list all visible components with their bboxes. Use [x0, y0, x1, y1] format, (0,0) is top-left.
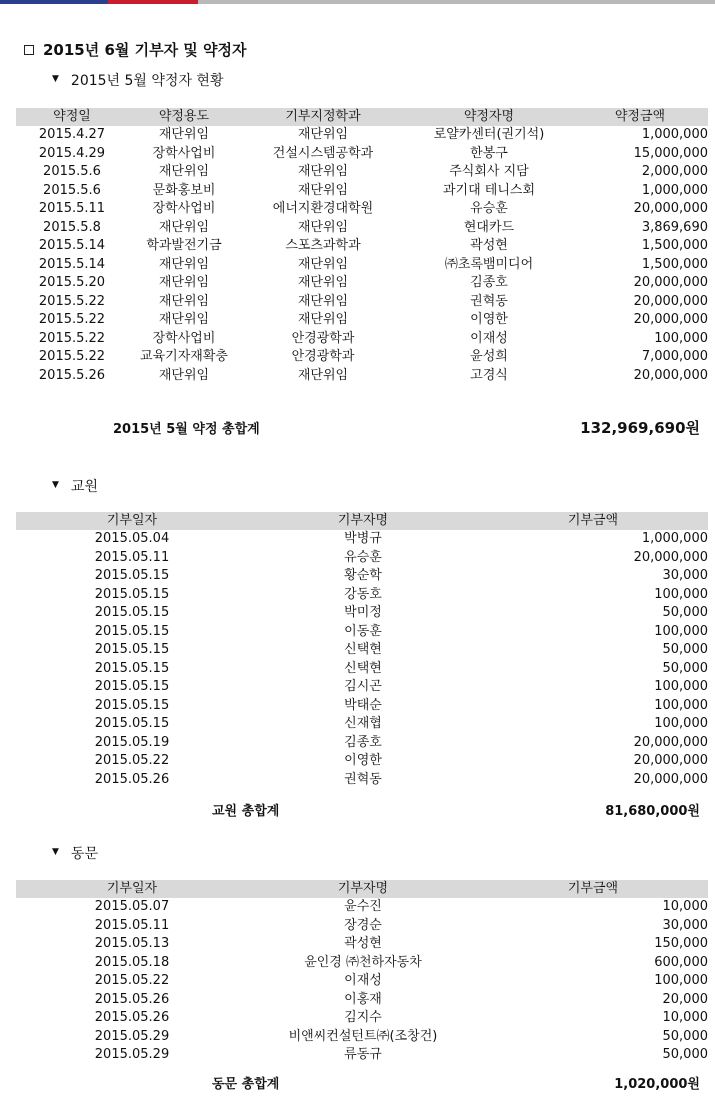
page-title-text: 2015년 6월 기부자 및 약정자	[43, 41, 247, 59]
pledge-table	[16, 108, 708, 385]
table-cell: 2015.05.26	[94, 1010, 170, 1025]
alumni-heading-text: 동문	[70, 846, 98, 862]
column-header: 약정자명	[406, 108, 572, 126]
table-cell: 고경식	[470, 367, 508, 383]
table-cell: 2015.5.8	[43, 219, 101, 235]
table-row	[16, 586, 708, 605]
table-cell: 강동호	[344, 586, 382, 602]
column-header: 기부지정학과	[240, 108, 406, 126]
table-cell: 20,000,000	[633, 734, 708, 750]
table-cell: 2015.5.20	[38, 275, 106, 290]
table-row	[16, 126, 708, 145]
table-cell: 2015.5.22	[38, 312, 106, 327]
table-cell: 7,000,000	[641, 349, 708, 364]
table-cell: 2015.5.6	[43, 164, 101, 179]
table-row	[16, 219, 708, 238]
faculty-table	[16, 512, 708, 789]
table-cell: 2015.05.15	[94, 642, 170, 657]
table-cell: 2015.5.22	[38, 330, 106, 346]
table-cell: 1,000,000	[641, 127, 708, 142]
table-cell: 30,000	[662, 568, 708, 583]
table-cell: 과기대 테니스회	[442, 182, 536, 198]
triangle-bullet-icon: ▼	[52, 847, 59, 857]
table-cell: 20,000,000	[633, 201, 708, 216]
table-cell: 2,000,000	[641, 164, 708, 179]
table-cell: 10,000	[662, 899, 708, 914]
table-row	[16, 367, 708, 386]
table-cell: 100,000	[654, 679, 708, 694]
table-row	[16, 898, 708, 917]
table-cell: 현대카드	[463, 219, 515, 235]
table-cell: 재단위임	[297, 256, 349, 272]
table-cell: 30,000	[662, 917, 708, 933]
alumni-table	[16, 880, 708, 1065]
table-row	[16, 1046, 708, 1065]
pledge-table-header	[16, 108, 708, 126]
table-row	[16, 917, 708, 936]
table-cell: 류동규	[344, 1047, 382, 1062]
table-cell: 20,000,000	[633, 293, 708, 309]
table-cell: 20,000,000	[633, 771, 708, 787]
table-cell: 재단위임	[297, 219, 349, 235]
table-row	[16, 237, 708, 256]
column-header: 기부일자	[16, 512, 248, 530]
table-row	[16, 771, 708, 790]
table-cell: 2015.5.14	[38, 256, 106, 272]
square-bullet-icon	[24, 45, 34, 55]
table-cell: 윤수진	[344, 899, 382, 914]
table-cell: 이영한	[470, 312, 508, 327]
table-row	[16, 549, 708, 568]
table-cell: 50,000	[662, 642, 708, 657]
table-cell: 박병규	[344, 531, 382, 546]
pledge-total-value: 132,969,690원	[580, 419, 700, 437]
table-cell: 한봉구	[470, 145, 508, 161]
table-cell: 권혁동	[470, 293, 508, 309]
alumni-total-label: 동문 총합계	[212, 1077, 280, 1092]
top-bar-blue	[0, 0, 108, 4]
table-cell: 윤인경 ㈜천하자동차	[304, 954, 422, 970]
table-cell: 50,000	[662, 605, 708, 620]
table-cell: 2015.05.15	[94, 660, 170, 676]
table-cell: 장학사업비	[152, 145, 216, 161]
table-cell: 2015.05.15	[94, 605, 170, 620]
column-header: 기부자명	[248, 512, 478, 530]
table-cell: 재단위임	[158, 127, 210, 142]
alumni-section-heading	[52, 843, 98, 863]
table-cell: 2015.4.27	[38, 127, 106, 142]
table-cell: 3,869,690	[641, 219, 708, 235]
table-cell: 2015.05.11	[94, 549, 170, 565]
table-row	[16, 660, 708, 679]
table-cell: 재단위임	[297, 182, 349, 198]
pledge-total-label: 2015년 5월 약정 총합계	[113, 422, 260, 437]
table-cell: 2015.5.26	[38, 367, 106, 383]
table-cell: 1,500,000	[641, 238, 708, 253]
table-cell: 2015.05.22	[94, 753, 170, 768]
table-cell: 2015.05.15	[94, 586, 170, 602]
alumni-table-body	[16, 898, 708, 1065]
table-cell: 2015.05.15	[94, 697, 170, 713]
table-cell: 유승훈	[470, 201, 508, 216]
table-cell: 신택현	[344, 642, 382, 657]
table-cell: 2015.4.29	[38, 145, 106, 161]
table-row	[16, 641, 708, 660]
table-cell: 100,000	[654, 716, 708, 731]
table-cell: 20,000	[662, 991, 708, 1007]
table-cell: 재단위임	[297, 164, 349, 179]
table-cell: 김지수	[344, 1010, 382, 1025]
triangle-bullet-icon: ▼	[52, 480, 59, 490]
table-row	[16, 678, 708, 697]
table-cell: 50,000	[662, 660, 708, 676]
faculty-table-body	[16, 530, 708, 789]
table-cell: 교육기자재확충	[140, 349, 228, 364]
table-cell: 곽성현	[344, 936, 382, 951]
table-cell: 2015.05.26	[94, 991, 170, 1007]
table-row	[16, 163, 708, 182]
table-cell: 박미정	[344, 605, 382, 620]
column-header: 기부금액	[478, 880, 708, 898]
table-cell: 김시곤	[344, 679, 382, 694]
table-row	[16, 530, 708, 549]
table-cell: 신재협	[344, 716, 382, 731]
table-cell: 주식회사 지담	[449, 164, 529, 179]
table-row	[16, 182, 708, 201]
table-cell: 100,000	[654, 330, 708, 346]
table-cell: 2015.5.22	[38, 293, 106, 309]
table-cell: 재단위임	[297, 127, 349, 142]
table-cell: 2015.5.22	[38, 349, 106, 364]
table-cell: 황순학	[344, 568, 382, 583]
table-cell: 1,000,000	[641, 182, 708, 198]
table-cell: 100,000	[654, 586, 708, 602]
table-cell: 장경순	[344, 917, 382, 933]
table-cell: ㈜초록뱀미디어	[444, 256, 534, 272]
column-header: 기부금액	[478, 512, 708, 530]
table-cell: 2015.05.19	[94, 734, 170, 750]
table-cell: 이영한	[344, 753, 382, 768]
top-bar-red	[108, 0, 198, 4]
table-row	[16, 311, 708, 330]
table-cell: 장학사업비	[152, 330, 216, 346]
table-cell: 이홍재	[344, 991, 382, 1007]
table-cell: 2015.05.18	[94, 954, 170, 970]
table-cell: 100,000	[654, 697, 708, 713]
table-cell: 신택현	[344, 660, 382, 676]
table-row	[16, 348, 708, 367]
table-row	[16, 604, 708, 623]
table-cell: 15,000,000	[633, 145, 708, 161]
table-cell: 2015.05.29	[94, 1028, 170, 1044]
column-header: 약정금액	[572, 108, 708, 126]
faculty-section-heading	[52, 476, 98, 496]
table-cell: 2015.05.15	[94, 623, 170, 639]
table-row	[16, 330, 708, 349]
table-cell: 2015.05.15	[94, 716, 170, 731]
table-row	[16, 200, 708, 219]
table-cell: 권혁동	[344, 771, 382, 787]
alumni-table-header	[16, 880, 708, 898]
table-cell: 150,000	[654, 936, 708, 951]
table-cell: 20,000,000	[633, 367, 708, 383]
table-cell: 이재성	[344, 973, 382, 988]
table-row	[16, 972, 708, 991]
table-cell: 재단위임	[297, 293, 349, 309]
table-row	[16, 567, 708, 586]
table-cell: 문화홍보비	[152, 182, 216, 198]
table-cell: 20,000,000	[633, 753, 708, 768]
table-row	[16, 734, 708, 753]
table-row	[16, 274, 708, 293]
table-cell: 1,500,000	[641, 256, 708, 272]
table-cell: 김종호	[344, 734, 382, 750]
table-cell: 600,000	[654, 954, 708, 970]
table-cell: 윤성희	[470, 349, 508, 364]
table-row	[16, 623, 708, 642]
table-cell: 안경광학과	[291, 349, 355, 364]
table-cell: 2015.5.14	[38, 238, 106, 253]
table-cell: 학과발전기금	[146, 238, 222, 253]
table-cell: 1,000,000	[641, 531, 708, 546]
table-cell: 2015.5.6	[43, 182, 101, 198]
table-cell: 2015.5.11	[38, 201, 106, 216]
table-row	[16, 1009, 708, 1028]
table-cell: 재단위임	[297, 312, 349, 327]
table-cell: 이동훈	[344, 623, 382, 639]
table-cell: 20,000,000	[633, 275, 708, 290]
pledge-section-heading	[52, 70, 223, 90]
pledge-table-body	[16, 126, 708, 385]
table-cell: 재단위임	[158, 293, 210, 309]
triangle-bullet-icon: ▼	[52, 74, 59, 84]
faculty-total-label: 교원 총합계	[212, 804, 280, 819]
table-cell: 유승훈	[344, 549, 382, 565]
table-cell: 재단위임	[297, 367, 349, 383]
table-cell: 비앤씨컨설턴트㈜(조창건)	[288, 1028, 438, 1044]
table-cell: 건설시스템공학과	[272, 145, 374, 161]
table-cell: 재단위임	[158, 312, 210, 327]
table-cell: 2015.05.11	[94, 917, 170, 933]
table-cell: 20,000,000	[633, 312, 708, 327]
table-cell: 재단위임	[158, 164, 210, 179]
table-cell: 10,000	[662, 1010, 708, 1025]
table-cell: 김종호	[470, 275, 508, 290]
faculty-table-header	[16, 512, 708, 530]
table-cell: 100,000	[654, 623, 708, 639]
table-row	[16, 935, 708, 954]
table-row	[16, 145, 708, 164]
table-cell: 재단위임	[158, 275, 210, 290]
table-cell: 이재성	[470, 330, 508, 346]
table-cell: 재단위임	[158, 256, 210, 272]
faculty-total-value: 81,680,000원	[605, 804, 700, 819]
table-cell: 안경광학과	[291, 330, 355, 346]
table-cell: 2015.05.26	[94, 771, 170, 787]
table-row	[16, 752, 708, 771]
table-cell: 재단위임	[158, 367, 210, 383]
table-row	[16, 256, 708, 275]
pledge-heading-text: 2015년 5월 약정자 현황	[70, 73, 224, 89]
table-cell: 20,000,000	[633, 549, 708, 565]
table-row	[16, 697, 708, 716]
table-cell: 2015.05.29	[94, 1047, 170, 1062]
faculty-heading-text: 교원	[70, 479, 98, 495]
table-cell: 2015.05.22	[94, 973, 170, 988]
table-cell: 2015.05.13	[94, 936, 170, 951]
table-cell: 50,000	[662, 1028, 708, 1044]
table-cell: 2015.05.15	[94, 568, 170, 583]
top-bar-gray	[198, 0, 715, 4]
column-header: 기부자명	[248, 880, 478, 898]
table-row	[16, 293, 708, 312]
table-cell: 2015.05.15	[94, 679, 170, 694]
table-cell: 2015.05.04	[94, 531, 170, 546]
table-cell: 박태순	[344, 697, 382, 713]
column-header: 약정용도	[128, 108, 240, 126]
table-cell: 2015.05.07	[94, 899, 170, 914]
table-cell: 장학사업비	[152, 201, 216, 216]
table-row	[16, 715, 708, 734]
table-cell: 스포츠과학과	[285, 238, 361, 253]
alumni-total-value: 1,020,000원	[614, 1077, 700, 1092]
table-cell: 로얄카센터(권기석)	[433, 127, 545, 142]
table-cell: 50,000	[662, 1047, 708, 1062]
table-row	[16, 1028, 708, 1047]
table-cell: 에너지환경대학원	[272, 201, 374, 216]
column-header: 기부일자	[16, 880, 248, 898]
page-title	[24, 39, 247, 60]
column-header: 약정일	[16, 108, 128, 126]
table-cell: 재단위임	[158, 219, 210, 235]
table-cell: 재단위임	[297, 275, 349, 290]
table-cell: 100,000	[654, 973, 708, 988]
table-cell: 곽성현	[470, 238, 508, 253]
table-row	[16, 991, 708, 1010]
table-row	[16, 954, 708, 973]
top-color-bar	[0, 0, 715, 4]
